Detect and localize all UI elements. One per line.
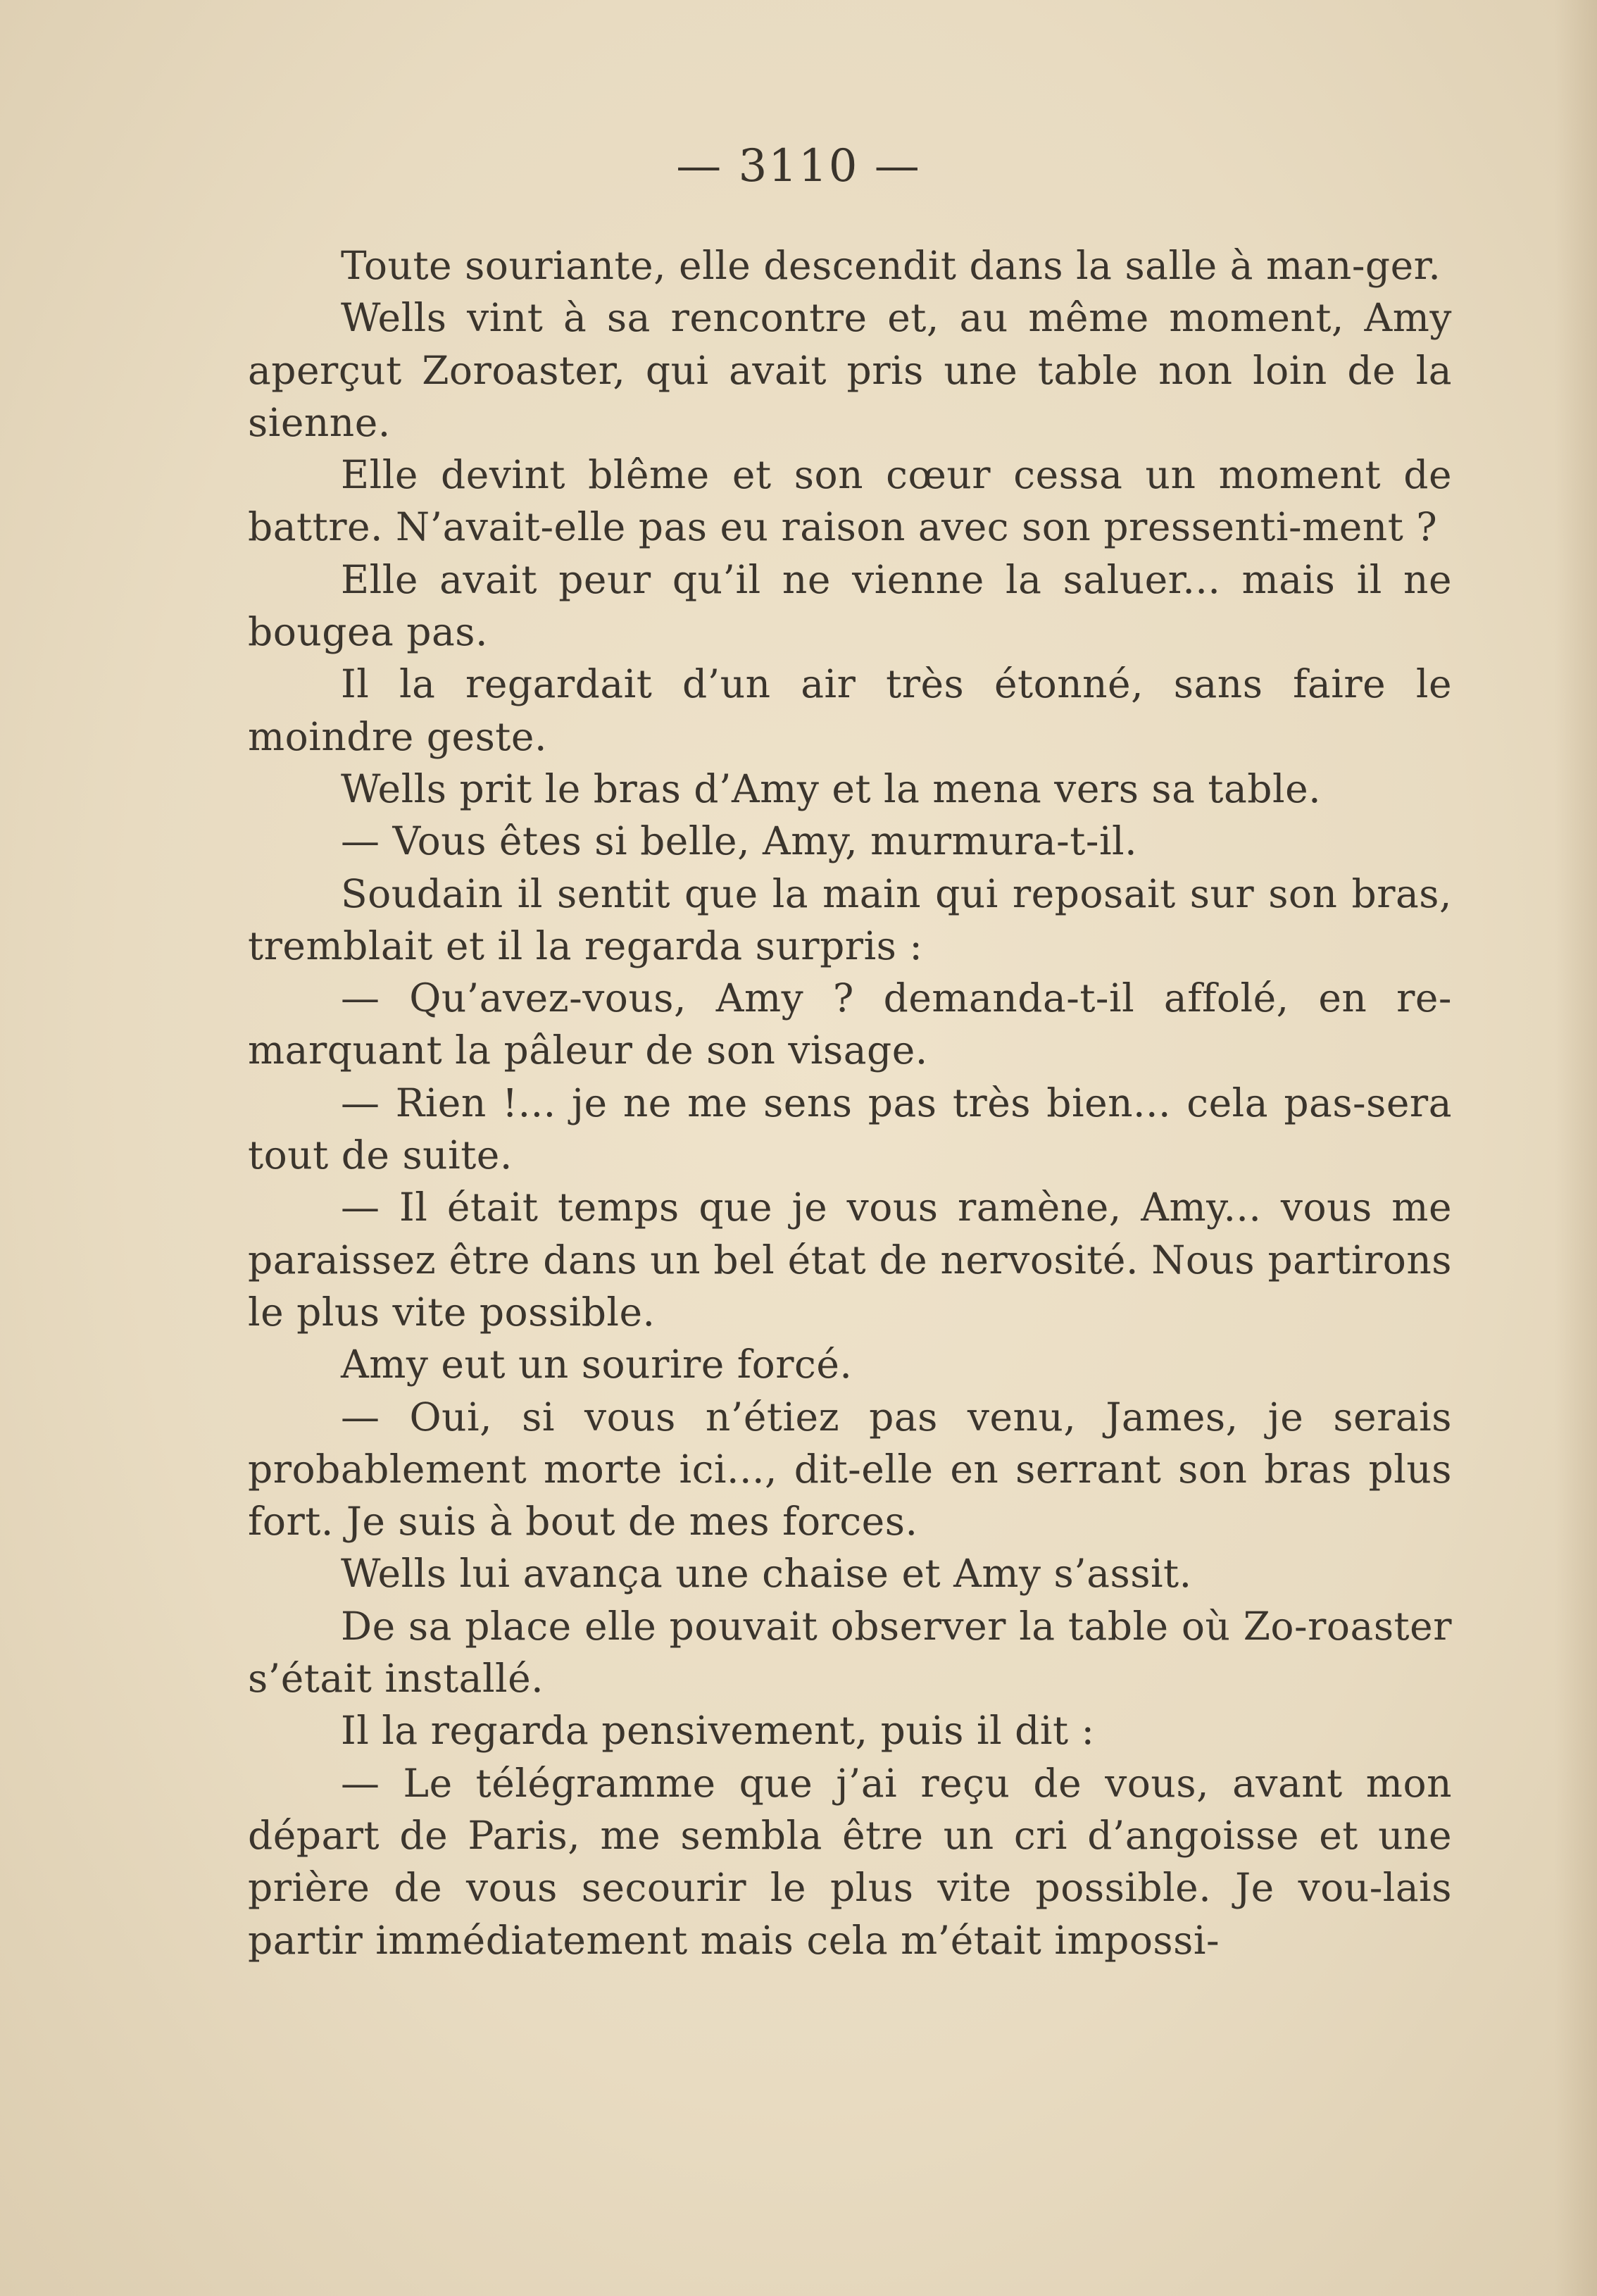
paragraph: Wells lui avança une chaise et Amy s’assit. [341,1551,1192,1597]
paragraph: Elle devint blême et son cœur cessa un moment de battre. N’avait-elle pas eu raison avec son pressenti-ment ? [248,452,1452,550]
paragraph: — Rien !... je ne me sens pas très bien... cela pas-sera tout de suite. [248,1080,1452,1178]
page-edge-shadow [1555,0,1597,2296]
body-text [248,239,1452,1966]
paragraph: — Qu’avez-vous, Amy ? demanda-t-il affolé, en re-marquant la pâleur de son visage. [248,975,1452,1073]
paragraph: Il la regarda pensivement, puis il dit : [341,1708,1095,1754]
paragraph: Il la regardait d’un air très étonné, sans faire le moindre geste. [248,661,1452,759]
paragraph: Elle avait peur qu’il ne vienne la saluer... mais il ne bougea pas. [248,556,1452,655]
page-number-header: — 3110 — [676,140,921,192]
paragraph: Soudain il sentit que la main qui reposait sur son bras, tremblait et il la regarda surpris : [248,871,1452,968]
paragraph: Wells prit le bras d’Amy et la mena vers sa table. [341,766,1322,811]
paragraph: — Oui, si vous n’étiez pas venu, James, je serais probablement morte ici..., dit-elle en serrant son bras plus fort. Je suis à bout de mes forces. [248,1394,1452,1545]
paragraph: Wells vint à sa rencontre et, au même moment, Amy aperçut Zoroaster, qui avait pris une table non loin de la sienne. [248,295,1452,445]
paragraph: — Il était temps que je vous ramène, Amy... vous me paraissez être dans un bel état de nervosité. Nous partirons le plus vite possible. [248,1185,1452,1335]
paragraph: De sa place elle pouvait observer la table où Zo-roaster s’était installé. [248,1603,1452,1702]
paragraph: — Le télégramme que j’ai reçu de vous, avant mon départ de Paris, me sembla être un cri d’angoisse et une prière de vous secourir le plus vite possible. Je vou-lais partir immédiatement mais cela m’était impossi- [248,1760,1452,1963]
paragraph: — Vous êtes si belle, Amy, murmura-t-il. [341,818,1138,864]
paragraph: Amy eut un sourire forcé. [341,1342,853,1387]
paragraph: Toute souriante, elle descendit dans la salle à man-ger. [341,243,1441,288]
